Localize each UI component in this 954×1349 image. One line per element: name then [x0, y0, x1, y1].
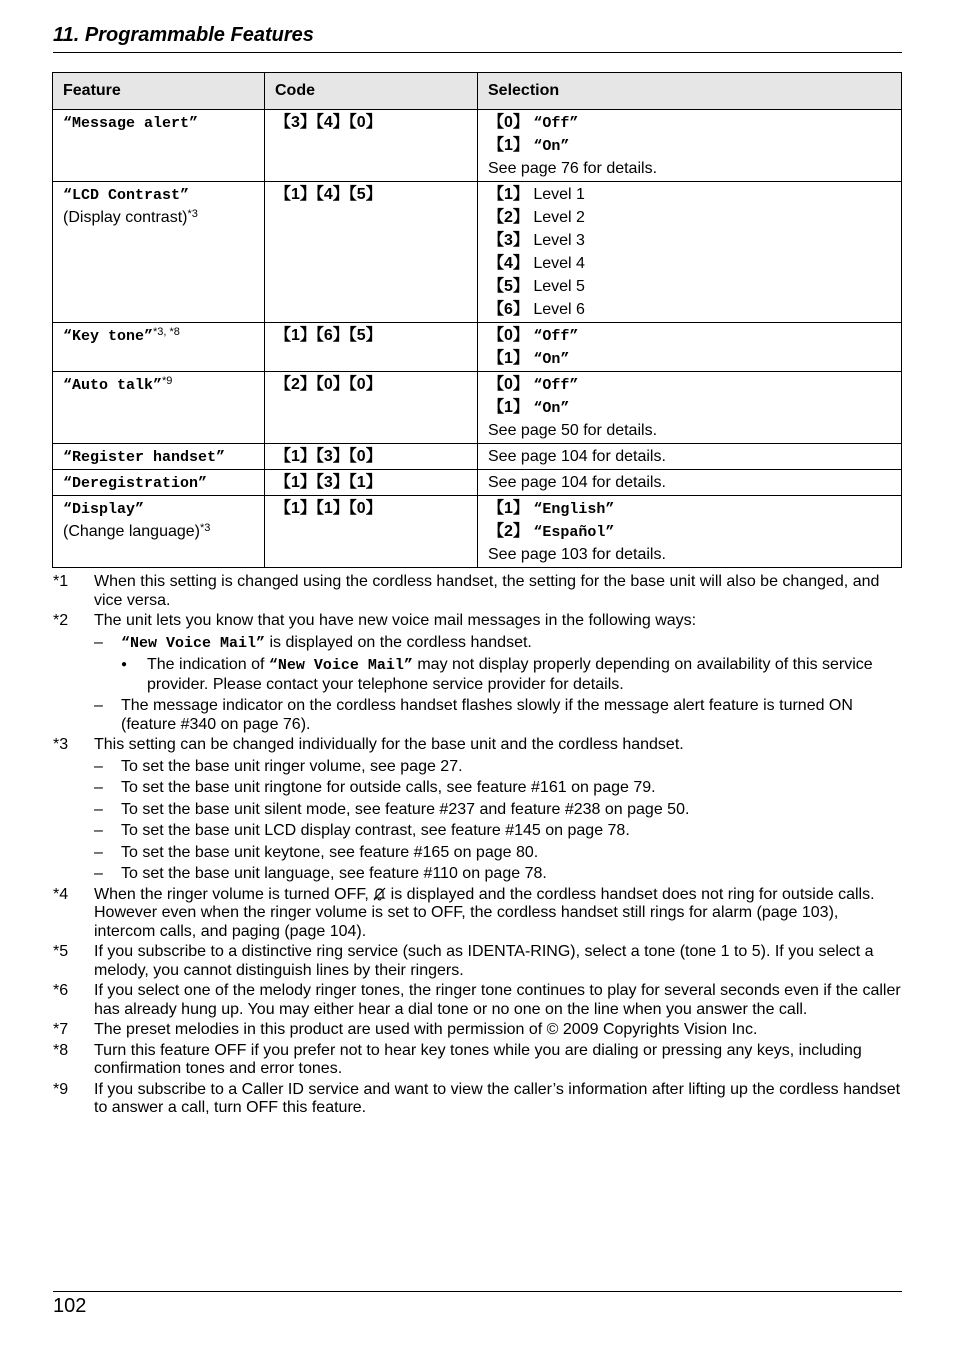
footnote-9: [53, 1081, 901, 1118]
feature-note: (Change language): [63, 523, 200, 540]
page-number: 102: [53, 1295, 87, 1317]
selection-text: Level 3: [528, 232, 585, 249]
footnote-5: [53, 943, 901, 980]
footnote-mark: *2: [53, 612, 69, 629]
display-message: “New Voice Mail”: [268, 657, 413, 674]
selection-key: 【0】: [488, 327, 529, 344]
selection-option: [488, 323, 891, 348]
table-row: [53, 182, 902, 323]
selection-text: See page 50 for details.: [488, 422, 658, 439]
selection-cell: [478, 323, 902, 372]
table-row: [53, 323, 902, 372]
feature-code: 【1】【3】【1】: [275, 474, 382, 491]
selection-cell: [478, 182, 902, 323]
footnote-text: If you select one of the melody ringer tones, the ringer tone continues to play for several seconds even if the caller has already hung up. You may either hear a dial tone or no one on the line when you answer the call.: [94, 982, 901, 1018]
selection-option: [488, 348, 891, 371]
selection-text: Level 6: [528, 301, 585, 318]
selection-option: [488, 397, 891, 420]
bullet-icon: ●: [121, 659, 128, 670]
footnote-subitem: – To set the base unit ringtone for outside calls, see feature #161 on page 79.: [94, 779, 656, 796]
code-cell: [265, 372, 478, 444]
footnote-subitem: – To set the base unit silent mode, see feature #237 and feature #238 on page 50.: [94, 800, 690, 818]
table-row: [53, 444, 902, 470]
selection-option: [488, 158, 891, 181]
footnote-3: [53, 736, 901, 884]
selection-value: “English”: [533, 501, 615, 518]
feature-code: 【1】【1】【0】: [275, 500, 382, 517]
footnote-text: When the ringer volume is turned OFF, is displayed and the cordless handset does not ring for outside calls. However even when the ringer volume is set to OFF, the cordless handset still rings for alarm (page 103), intercom calls, and paging (page 104).: [94, 885, 875, 940]
selection-option: [488, 299, 891, 322]
code-cell: [265, 323, 478, 372]
footnote-subitem: – To set the base unit ringer volume, see page 27.: [94, 757, 463, 775]
selection-key: 【4】: [488, 255, 529, 272]
table-row: [53, 470, 902, 496]
display-message: “New Voice Mail”: [121, 634, 266, 652]
selection-key: 【0】: [488, 114, 529, 131]
selection-option: [488, 182, 891, 207]
selection-value: “On”: [533, 351, 570, 368]
column-header-selection: Selection: [478, 73, 902, 110]
selection-cell: [478, 110, 902, 182]
table-row: [53, 372, 902, 444]
feature-name: “Deregistration”: [63, 475, 208, 492]
selection-cell: [478, 470, 902, 496]
feature-table: [52, 72, 902, 568]
footnote-text: If you subscribe to a distinctive ring service (such as IDENTA-RING), select a tone (tone 1 to 5). If you select a melody, you cannot distinguish lines by their ringers.: [94, 943, 874, 979]
selection-value: “Español”: [533, 524, 615, 541]
selection-value: “Off”: [533, 377, 579, 394]
selection-text: Level 5: [528, 278, 585, 295]
selection-option: [488, 230, 891, 253]
selection-option: [488, 521, 891, 544]
selection-text: See page 104 for details.: [488, 448, 666, 465]
footnote-6: [53, 982, 901, 1019]
selection-key: 【3】: [488, 232, 529, 249]
selection-text: Level 1: [528, 186, 585, 203]
feature-name: “Key tone”: [63, 328, 154, 345]
selection-key: 【2】: [488, 523, 529, 540]
footnote-ref: *3: [187, 208, 198, 220]
code-cell: [265, 182, 478, 323]
selection-text: Level 4: [528, 255, 585, 272]
footnote-mark: *7: [53, 1021, 69, 1038]
section-title: 11. Programmable Features: [53, 24, 314, 46]
selection-option: [488, 544, 891, 567]
footnotes: [53, 573, 901, 1120]
footnote-2: [53, 612, 901, 734]
page-header: [53, 22, 902, 53]
footnote-mark: *4: [53, 885, 69, 903]
feature-code: 【1】【3】【0】: [275, 448, 382, 465]
code-cell: [265, 470, 478, 496]
feature-name: “Message alert”: [63, 115, 199, 132]
feature-code: 【2】【0】【0】: [275, 376, 382, 393]
selection-option: [488, 496, 891, 521]
footnote-mark: *6: [53, 982, 69, 999]
feature-cell: [53, 323, 265, 372]
selection-key: 【1】: [488, 137, 529, 154]
selection-value: “Off”: [533, 328, 579, 345]
selection-text: Level 2: [528, 209, 585, 226]
table-row: [53, 496, 902, 568]
selection-option: [488, 372, 891, 397]
footnote-ref: *3: [200, 522, 211, 534]
feature-cell: [53, 182, 265, 323]
feature-cell: [53, 372, 265, 444]
selection-key: 【6】: [488, 301, 529, 318]
selection-value: “On”: [533, 400, 570, 417]
feature-code: 【1】【4】【5】: [275, 186, 382, 203]
selection-option: [488, 207, 891, 230]
feature-name: “Register handset”: [63, 449, 226, 466]
selection-value: “Off”: [533, 115, 579, 132]
table-body: [53, 110, 902, 568]
selection-option: [488, 420, 891, 443]
selection-text: See page 76 for details.: [488, 160, 658, 177]
feature-cell: [53, 470, 265, 496]
footnote-mark: *1: [53, 573, 69, 590]
selection-key: 【5】: [488, 278, 529, 295]
selection-option: [488, 135, 891, 158]
selection-option: [488, 110, 891, 135]
footnote-ref: *3, *8: [153, 326, 180, 338]
footnote-subitem: – To set the base unit language, see feature #110 on page 78.: [94, 865, 547, 882]
footnote-text: The preset melodies in this product are used with permission of © 2009 Copyrights Vision Inc.: [94, 1021, 758, 1038]
footnote-1: [53, 573, 901, 610]
footnote-bullet: ● The indication of “New Voice Mail” may not display properly depending on availability of this service provider. Please contact your telephone service provider for details.: [121, 656, 873, 693]
ringer-off-icon: [373, 887, 386, 901]
feature-note: (Display contrast): [63, 209, 188, 226]
selection-cell: [478, 496, 902, 568]
footnote-text: When this setting is changed using the cordless handset, the setting for the base unit will also be changed, and vice versa.: [94, 573, 880, 609]
footnote-7: [53, 1021, 901, 1040]
code-cell: [265, 444, 478, 470]
selection-cell: [478, 444, 902, 470]
footnote-4: [53, 886, 901, 942]
column-header-feature: Feature: [53, 73, 265, 110]
footnote-mark: *5: [53, 943, 69, 960]
footnote-subitem: – “New Voice Mail” is displayed on the cordless handset.: [94, 633, 532, 652]
selection-key: 【0】: [488, 376, 529, 393]
footnote-text: The unit lets you know that you have new voice mail messages in the following ways:: [94, 612, 697, 629]
footnote-subitem: – To set the base unit LCD display contrast, see feature #145 on page 78.: [94, 822, 630, 839]
footnote-mark: *3: [53, 736, 69, 753]
selection-option: [488, 253, 891, 276]
selection-text: See page 104 for details.: [488, 474, 666, 491]
feature-name: “LCD Contrast”: [63, 187, 190, 204]
footnote-8: [53, 1042, 901, 1079]
selection-option: [488, 444, 891, 469]
column-header-code: Code: [265, 73, 478, 110]
table-row: [53, 110, 902, 182]
selection-key: 【1】: [488, 350, 529, 367]
feature-code: 【3】【4】【0】: [275, 114, 382, 131]
selection-key: 【1】: [488, 399, 529, 416]
selection-value: “On”: [533, 138, 570, 155]
footnote-text: If you subscribe to a Caller ID service and want to view the caller’s information after lifting up the cordless handset to answer a call, turn OFF this feature.: [94, 1080, 901, 1116]
feature-cell: [53, 110, 265, 182]
selection-key: 【1】: [488, 500, 529, 517]
feature-cell: [53, 444, 265, 470]
code-cell: [265, 496, 478, 568]
code-cell: [265, 110, 478, 182]
footnote-subitem: – The message indicator on the cordless handset flashes slowly if the message alert feature is turned ON (feature #340 on page 76).: [94, 697, 853, 733]
feature-name: “Display”: [63, 501, 145, 518]
selection-key: 【1】: [488, 186, 529, 203]
selection-text: See page 103 for details.: [488, 546, 666, 563]
footnote-text: Turn this feature OFF if you prefer not to hear key tones while you are dialing or pressing any keys, including confirmation tones and error tones.: [94, 1041, 862, 1077]
selection-option: [488, 470, 891, 495]
table-header-row: [53, 73, 902, 110]
footnote-mark: *9: [53, 1080, 69, 1098]
feature-cell: [53, 496, 265, 568]
page-footer: [53, 1291, 902, 1318]
selection-key: 【2】: [488, 209, 529, 226]
footnote-ref: *9: [162, 375, 173, 387]
selection-cell: [478, 372, 902, 444]
selection-option: [488, 276, 891, 299]
footnote-mark: *8: [53, 1041, 69, 1059]
footnote-text: This setting can be changed individually for the base unit and the cordless handset.: [94, 736, 684, 753]
feature-name: “Auto talk”: [63, 377, 163, 394]
feature-code: 【1】【6】【5】: [275, 327, 382, 344]
footnote-subitem: – To set the base unit keytone, see feature #165 on page 80.: [94, 843, 539, 861]
